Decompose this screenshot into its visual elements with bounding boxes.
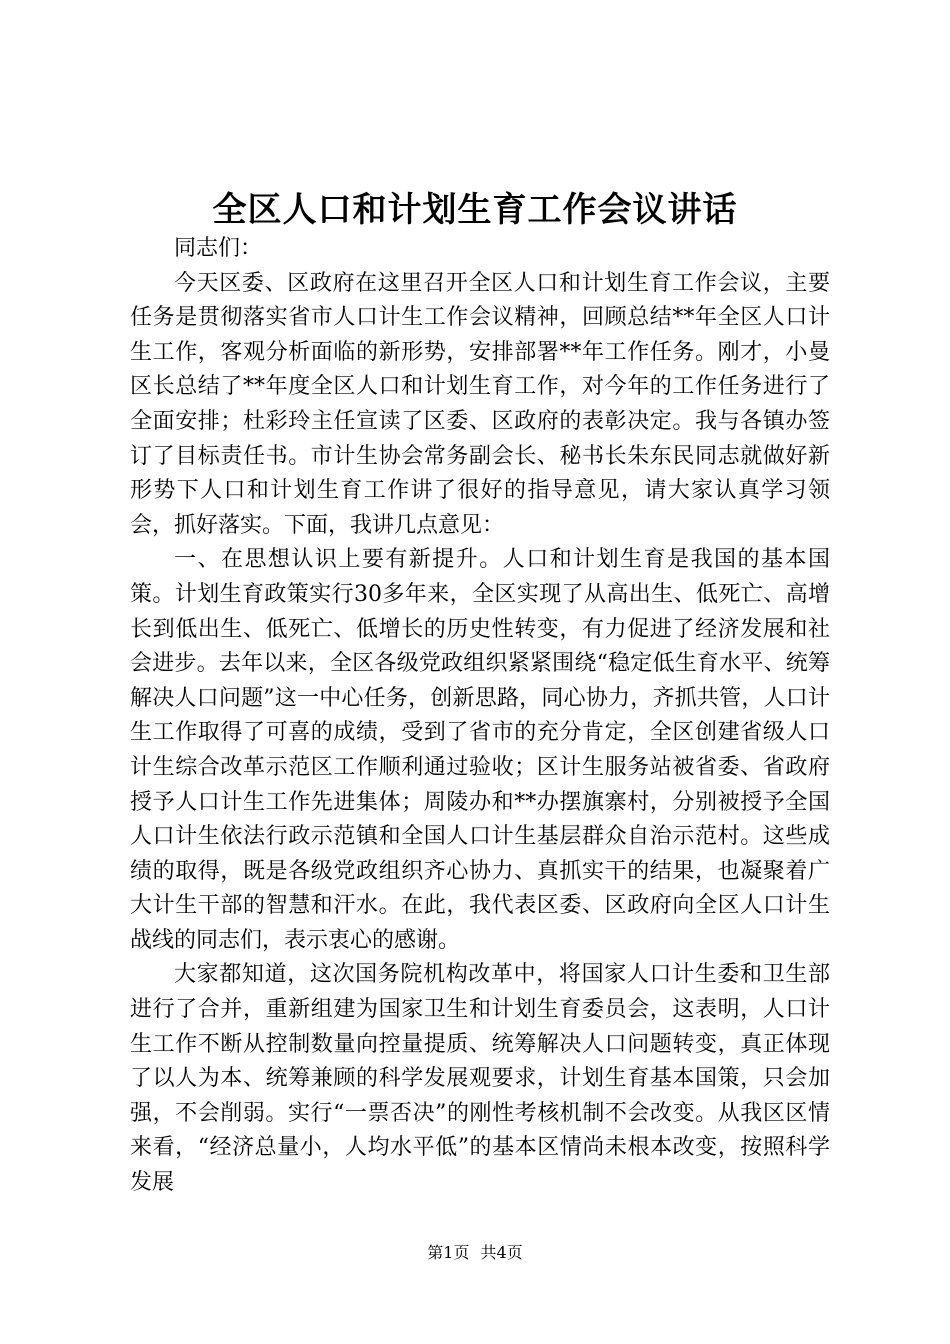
- body-paragraph: 大家都知道，这次国务院机构改革中，将国家人口计生委和卫生部进行了合并，重新组建为国家卫生和计划生育委员会，这表明，人口计生工作不断从控制数量向控量提质、统筹解决人口问题转变，真正体现了以人为本、统筹兼顾的科学发展观要求，计划生育基本国策，只会加强，不会削弱。实行“一票否决”的刚性考核机制不会改变。从我区区情来看，“经济总量小，人均水平低”的基本区情尚未根本改变，按照科学发展: [130, 962, 830, 1196]
- body-paragraph: 今天区委、区政府在这里召开全区人口和计划生育工作会议，主要任务是贯彻落实省市人口计生工作会议精神，回顾总结**年全区人口计生工作，客观分析面临的新形势，安排部署**年工作任务。刚才，小曼区长总结了**年度全区人口和计划生育工作，对今年的工作任务进行了全面安排；杜彩玲主任宣读了区委、区政府的表彰决定。我与各镇办签订了目标责任书。市计生协会常务副会长、秘书长朱东民同志就做好新形势下人口和计划生育工作讲了很好的指导意见，请大家认真学习领会，抓好落实。下面，我讲几点意见：: [130, 270, 830, 538]
- salutation-paragraph: 同志们：: [174, 236, 263, 261]
- page-footer: [0, 1242, 950, 1264]
- page-number: 第1页: [427, 1243, 470, 1262]
- body-paragraph: 一、在思想认识上要有新提升。人口和计划生育是我国的基本国策。计划生育政策实行30多年来，全区实现了从高出生、低死亡、高增长到低出生、低死亡、低增长的历史性转变，有力促进了经济发展和社会进步。去年以来，全区各级党政组织紧紧围绕“稳定低生育水平、统筹解决人口问题”这一中心任务，创新思路，同心协力，齐抓共管，人口计生工作取得了可喜的成绩，受到了省市的充分肯定，全区创建省级人口计生综合改革示范区工作顺利通过验收；区计生服务站被省委、省政府授予人口计生工作先进集体；周陵办和**办摆旗寨村，分别被授予全国人口计生依法行政示范镇和全国人口计生基层群众自治示范村。这些成绩的取得，既是各级党政组织齐心协力、真抓实干的结果，也凝聚着广大计生干部的智慧和汗水。在此，我代表区委、区政府向全区人口计生战线的同志们，表示衷心的感谢。: [130, 547, 830, 953]
- document-body: [130, 232, 830, 1201]
- document-title: 全区人口和计划生育工作会议讲话: [212, 190, 738, 230]
- page-total: 共4页: [480, 1243, 523, 1262]
